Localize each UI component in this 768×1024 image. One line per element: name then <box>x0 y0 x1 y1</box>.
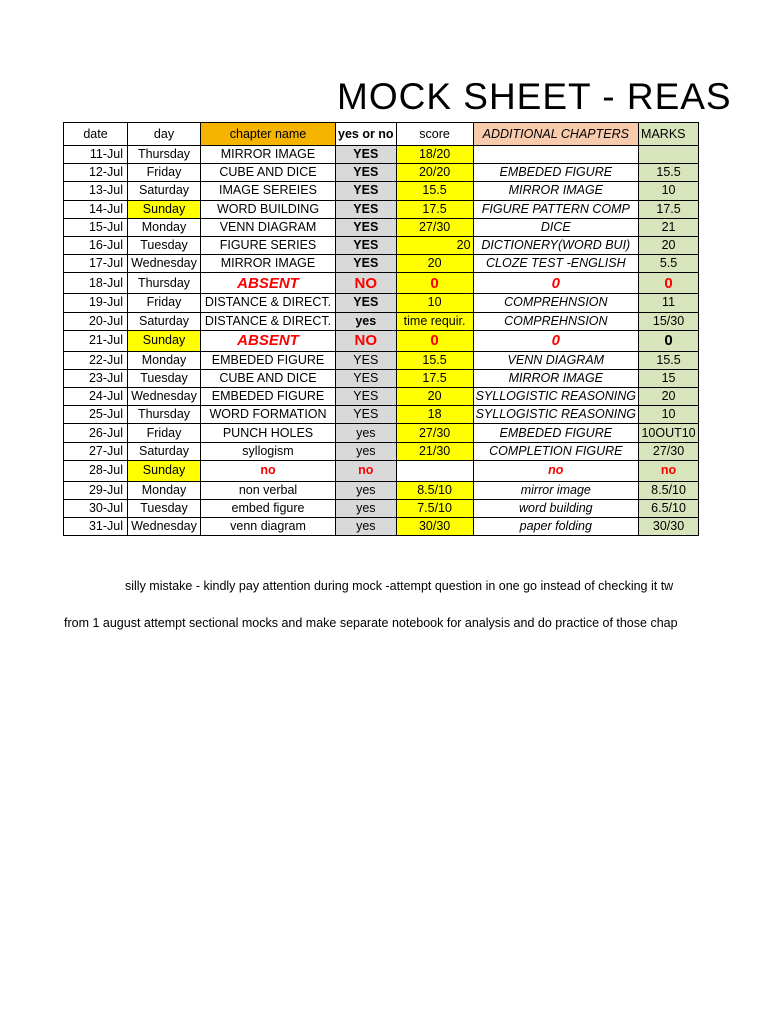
cell-additional: COMPREHNSION <box>473 312 638 330</box>
note-sectional-mocks: from 1 august attempt sectional mocks and make separate notebook for analysis and do practice of those chap <box>64 616 678 630</box>
table-row <box>64 369 699 387</box>
cell-marks: 20 <box>639 236 699 254</box>
cell-yes-no: yes <box>336 481 397 499</box>
cell-score: 17.5 <box>396 200 473 218</box>
cell-day: Saturday <box>128 442 201 460</box>
cell-day: Monday <box>128 481 201 499</box>
table-row <box>64 406 699 424</box>
cell-yes-no: YES <box>336 218 397 236</box>
cell-yes-no: YES <box>336 200 397 218</box>
mock-table <box>63 122 699 536</box>
cell-date: 15-Jul <box>64 218 128 236</box>
cell-day: Tuesday <box>128 500 201 518</box>
cell-marks: 0 <box>639 273 699 294</box>
cell-chapter: ABSENT <box>201 330 336 351</box>
cell-day: Wednesday <box>128 388 201 406</box>
cell-additional: DICE <box>473 218 638 236</box>
cell-score <box>396 460 473 481</box>
cell-additional: paper folding <box>473 518 638 536</box>
cell-additional: COMPREHNSION <box>473 294 638 312</box>
cell-day: Sunday <box>128 460 201 481</box>
cell-marks: 10 <box>639 406 699 424</box>
cell-yes-no: no <box>336 460 397 481</box>
cell-date: 16-Jul <box>64 236 128 254</box>
cell-marks: 20 <box>639 388 699 406</box>
cell-day: Wednesday <box>128 255 201 273</box>
header-day: day <box>128 123 201 146</box>
cell-score: 27/30 <box>396 424 473 442</box>
cell-date: 24-Jul <box>64 388 128 406</box>
cell-day: Sunday <box>128 200 201 218</box>
cell-score: 30/30 <box>396 518 473 536</box>
cell-yes-no: yes <box>336 500 397 518</box>
cell-day: Thursday <box>128 406 201 424</box>
cell-score: 15.5 <box>396 182 473 200</box>
cell-chapter: MIRROR IMAGE <box>201 255 336 273</box>
cell-marks: 6.5/10 <box>639 500 699 518</box>
cell-additional: SYLLOGISTIC REASONING <box>473 406 638 424</box>
cell-additional <box>473 146 638 164</box>
table-row <box>64 236 699 254</box>
cell-chapter: WORD FORMATION <box>201 406 336 424</box>
cell-chapter: syllogism <box>201 442 336 460</box>
cell-additional: DICTIONERY(WORD BUI) <box>473 236 638 254</box>
table-row <box>64 388 699 406</box>
cell-date: 11-Jul <box>64 146 128 164</box>
cell-chapter: venn diagram <box>201 518 336 536</box>
cell-date: 31-Jul <box>64 518 128 536</box>
table-row <box>64 146 699 164</box>
table-body <box>64 146 699 536</box>
table-header-row <box>64 123 699 146</box>
cell-day: Saturday <box>128 312 201 330</box>
cell-yes-no: YES <box>336 182 397 200</box>
cell-additional: EMBEDED FIGURE <box>473 424 638 442</box>
note-silly-mistake: silly mistake - kindly pay attention during mock -attempt question in one go instead of checking it tw <box>125 579 674 593</box>
cell-score: 0 <box>396 273 473 294</box>
cell-date: 27-Jul <box>64 442 128 460</box>
cell-score: 27/30 <box>396 218 473 236</box>
cell-marks: 10 <box>639 182 699 200</box>
cell-score: 8.5/10 <box>396 481 473 499</box>
cell-day: Friday <box>128 164 201 182</box>
cell-marks: 17.5 <box>639 200 699 218</box>
cell-chapter: IMAGE SEREIES <box>201 182 336 200</box>
cell-yes-no: YES <box>336 255 397 273</box>
cell-day: Tuesday <box>128 369 201 387</box>
cell-additional: word building <box>473 500 638 518</box>
cell-yes-no: YES <box>336 388 397 406</box>
table-row <box>64 218 699 236</box>
table-row <box>64 442 699 460</box>
cell-day: Thursday <box>128 146 201 164</box>
cell-chapter: MIRROR IMAGE <box>201 146 336 164</box>
cell-chapter: VENN DIAGRAM <box>201 218 336 236</box>
table-row <box>64 294 699 312</box>
cell-date: 21-Jul <box>64 330 128 351</box>
cell-date: 14-Jul <box>64 200 128 218</box>
header-score: score <box>396 123 473 146</box>
cell-additional: no <box>473 460 638 481</box>
cell-yes-no: yes <box>336 312 397 330</box>
table-row <box>64 255 699 273</box>
cell-marks: 21 <box>639 218 699 236</box>
table-row <box>64 351 699 369</box>
cell-date: 28-Jul <box>64 460 128 481</box>
cell-day: Monday <box>128 218 201 236</box>
table-row <box>64 518 699 536</box>
cell-date: 23-Jul <box>64 369 128 387</box>
cell-score: 20 <box>396 388 473 406</box>
cell-yes-no: YES <box>336 146 397 164</box>
cell-additional: mirror image <box>473 481 638 499</box>
table-row <box>64 330 699 351</box>
sheet-title: MOCK SHEET - REAS <box>337 76 732 117</box>
cell-score: 17.5 <box>396 369 473 387</box>
cell-score: time requir. <box>396 312 473 330</box>
cell-date: 13-Jul <box>64 182 128 200</box>
cell-additional: FIGURE PATTERN COMP <box>473 200 638 218</box>
cell-yes-no: YES <box>336 294 397 312</box>
cell-day: Friday <box>128 424 201 442</box>
cell-day: Wednesday <box>128 518 201 536</box>
cell-yes-no: YES <box>336 351 397 369</box>
cell-date: 19-Jul <box>64 294 128 312</box>
header-marks: MARKS <box>639 123 699 146</box>
cell-date: 26-Jul <box>64 424 128 442</box>
cell-yes-no: yes <box>336 442 397 460</box>
cell-day: Thursday <box>128 273 201 294</box>
cell-yes-no: YES <box>336 369 397 387</box>
cell-marks: 15.5 <box>639 351 699 369</box>
cell-date: 18-Jul <box>64 273 128 294</box>
cell-date: 12-Jul <box>64 164 128 182</box>
cell-date: 30-Jul <box>64 500 128 518</box>
cell-day: Monday <box>128 351 201 369</box>
cell-marks <box>639 146 699 164</box>
cell-chapter: PUNCH HOLES <box>201 424 336 442</box>
cell-chapter: EMBEDED FIGURE <box>201 351 336 369</box>
cell-chapter: no <box>201 460 336 481</box>
cell-day: Saturday <box>128 182 201 200</box>
cell-date: 25-Jul <box>64 406 128 424</box>
cell-score: 15.5 <box>396 351 473 369</box>
cell-additional: EMBEDED FIGURE <box>473 164 638 182</box>
cell-date: 20-Jul <box>64 312 128 330</box>
table-row <box>64 164 699 182</box>
cell-additional: MIRROR IMAGE <box>473 369 638 387</box>
cell-chapter: CUBE AND DICE <box>201 369 336 387</box>
cell-yes-no: yes <box>336 518 397 536</box>
cell-additional: 0 <box>473 330 638 351</box>
cell-additional: COMPLETION FIGURE <box>473 442 638 460</box>
cell-chapter: EMBEDED FIGURE <box>201 388 336 406</box>
cell-yes-no: NO <box>336 330 397 351</box>
table-row <box>64 312 699 330</box>
cell-score: 0 <box>396 330 473 351</box>
cell-score: 21/30 <box>396 442 473 460</box>
cell-score: 18 <box>396 406 473 424</box>
cell-chapter: FIGURE SERIES <box>201 236 336 254</box>
cell-day: Tuesday <box>128 236 201 254</box>
cell-marks: 5.5 <box>639 255 699 273</box>
cell-date: 17-Jul <box>64 255 128 273</box>
cell-marks: 27/30 <box>639 442 699 460</box>
cell-yes-no: YES <box>336 164 397 182</box>
header-chapter: chapter name <box>201 123 336 146</box>
cell-chapter: WORD BUILDING <box>201 200 336 218</box>
cell-additional: 0 <box>473 273 638 294</box>
cell-marks: 15.5 <box>639 164 699 182</box>
cell-score: 20 <box>396 236 473 254</box>
cell-day: Sunday <box>128 330 201 351</box>
cell-day: Friday <box>128 294 201 312</box>
header-additional: ADDITIONAL CHAPTERS <box>473 123 638 146</box>
cell-marks: 30/30 <box>639 518 699 536</box>
cell-score: 20/20 <box>396 164 473 182</box>
cell-score: 20 <box>396 255 473 273</box>
table-row <box>64 200 699 218</box>
cell-yes-no: YES <box>336 406 397 424</box>
cell-additional: SYLLOGISTIC REASONING <box>473 388 638 406</box>
table-row <box>64 460 699 481</box>
cell-additional: MIRROR IMAGE <box>473 182 638 200</box>
cell-chapter: DISTANCE & DIRECT. <box>201 312 336 330</box>
cell-chapter: embed figure <box>201 500 336 518</box>
cell-additional: VENN DIAGRAM <box>473 351 638 369</box>
table-row <box>64 273 699 294</box>
table-row <box>64 182 699 200</box>
cell-yes-no: NO <box>336 273 397 294</box>
cell-marks: no <box>639 460 699 481</box>
cell-score: 7.5/10 <box>396 500 473 518</box>
cell-score: 18/20 <box>396 146 473 164</box>
cell-score: 10 <box>396 294 473 312</box>
cell-yes-no: YES <box>336 236 397 254</box>
table-row <box>64 424 699 442</box>
cell-date: 22-Jul <box>64 351 128 369</box>
cell-marks: 15 <box>639 369 699 387</box>
cell-marks: 8.5/10 <box>639 481 699 499</box>
header-yes-no: yes or no <box>336 123 397 146</box>
cell-chapter: CUBE AND DICE <box>201 164 336 182</box>
cell-chapter: DISTANCE & DIRECT. <box>201 294 336 312</box>
cell-yes-no: yes <box>336 424 397 442</box>
cell-marks: 15/30 <box>639 312 699 330</box>
table-row <box>64 500 699 518</box>
cell-date: 29-Jul <box>64 481 128 499</box>
cell-marks: 0 <box>639 330 699 351</box>
cell-chapter: ABSENT <box>201 273 336 294</box>
cell-chapter: non verbal <box>201 481 336 499</box>
cell-marks: 10OUT10 <box>639 424 699 442</box>
table-row <box>64 481 699 499</box>
header-date: date <box>64 123 128 146</box>
cell-additional: CLOZE TEST -ENGLISH <box>473 255 638 273</box>
cell-marks: 11 <box>639 294 699 312</box>
